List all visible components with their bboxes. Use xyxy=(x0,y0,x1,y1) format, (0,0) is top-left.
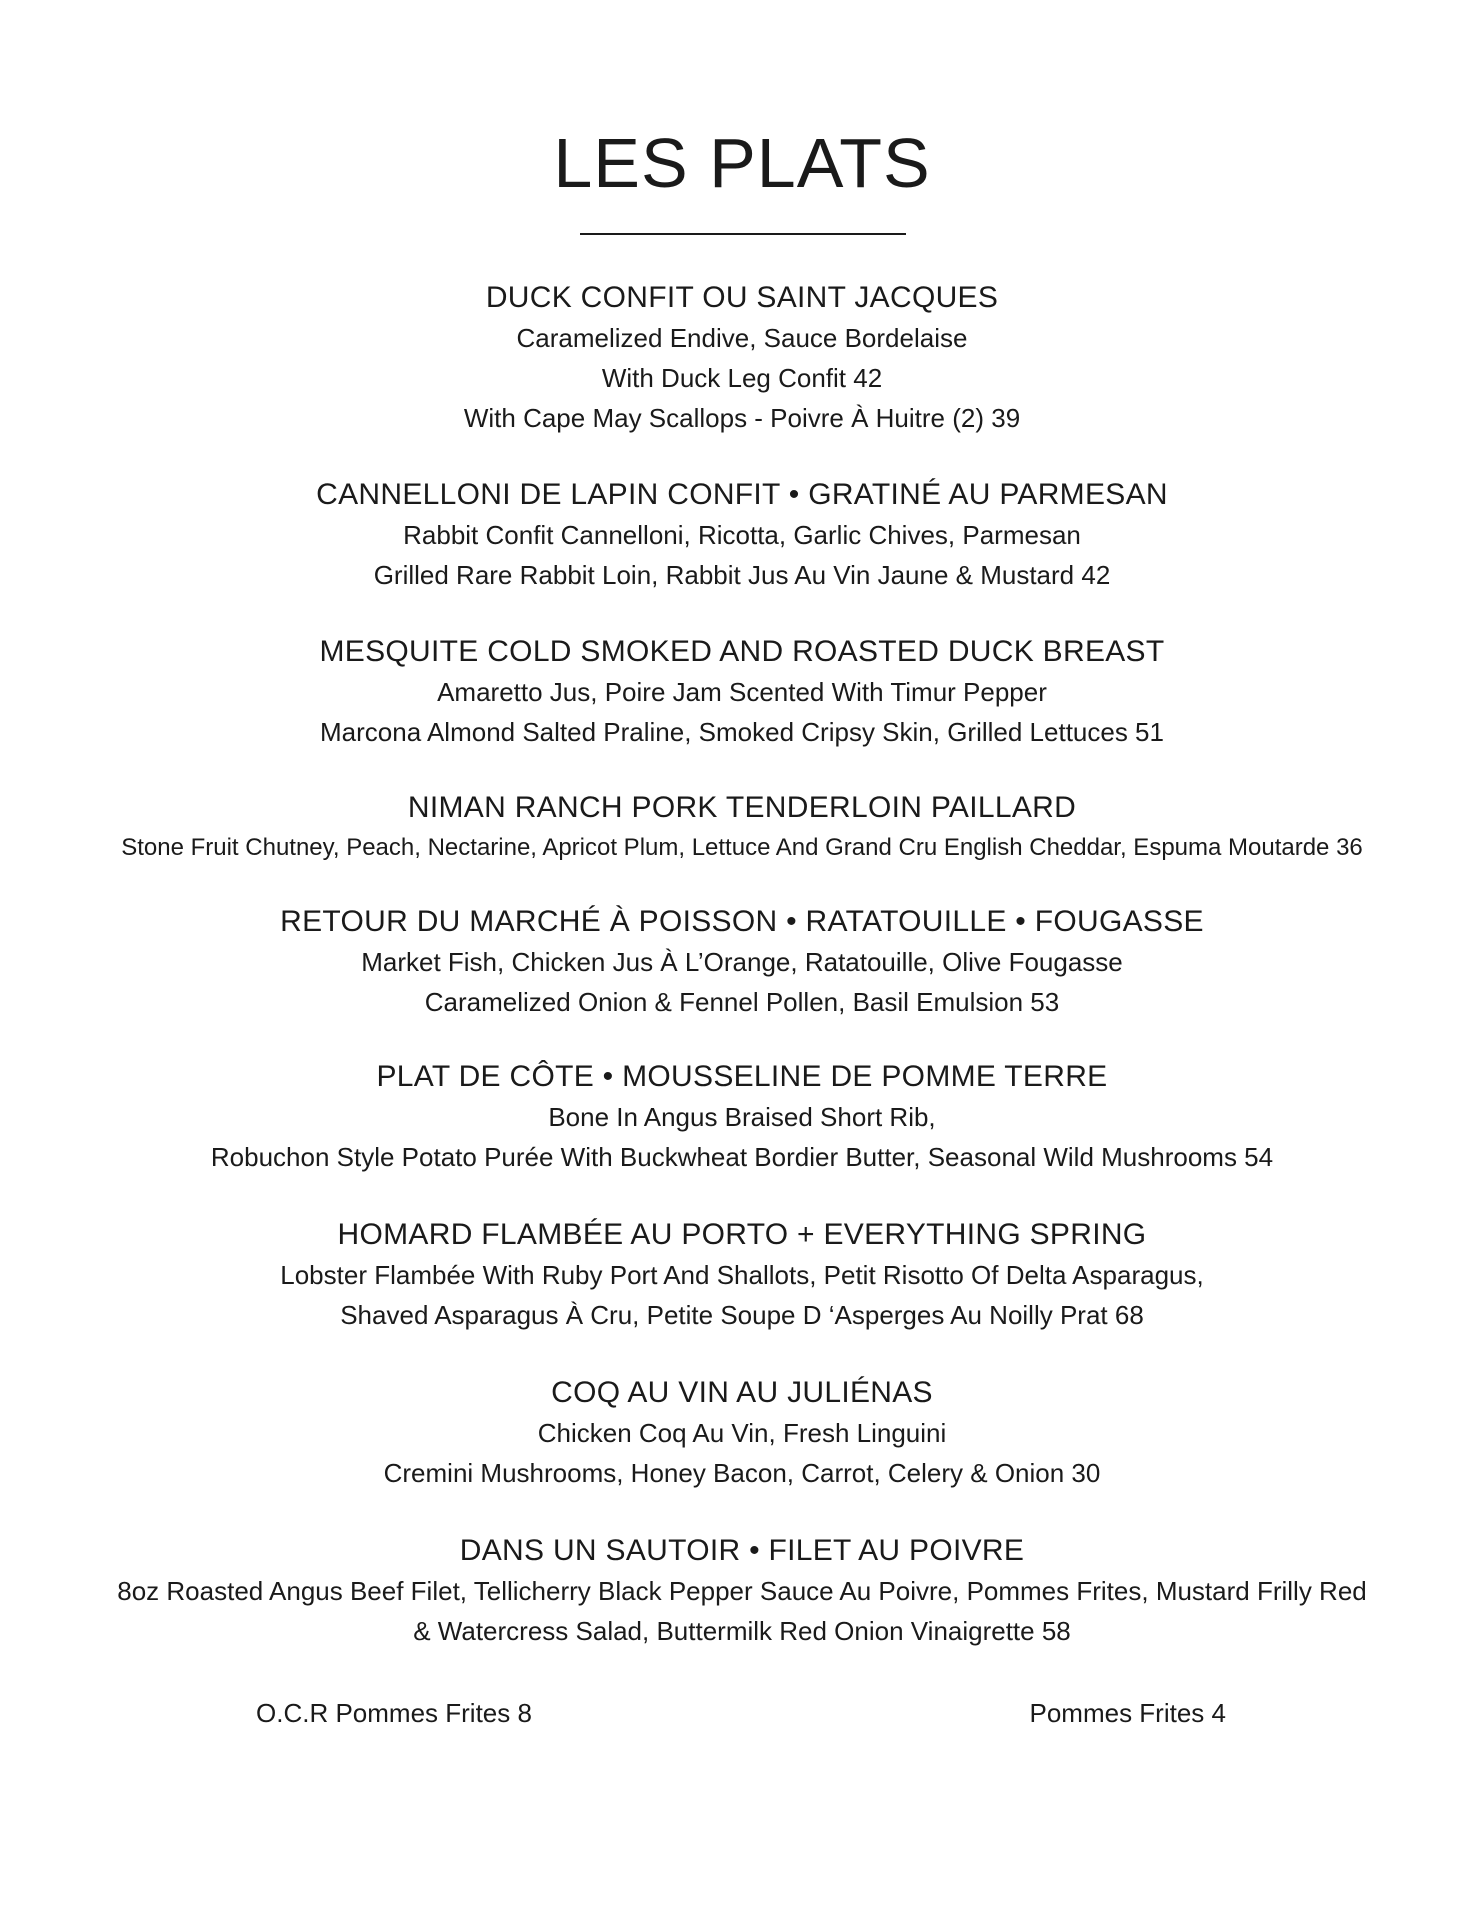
dish-description: Market Fish, Chicken Jus À L’Orange, Ratatouille, Olive Fougasse xyxy=(361,947,1123,977)
dish-description: Bone In Angus Braised Short Rib, xyxy=(548,1102,936,1132)
dish-name: MESQUITE COLD SMOKED AND ROASTED DUCK BREAST xyxy=(319,635,1165,668)
dish-filet-au-poivre xyxy=(40,1531,1444,1651)
dish-description: Amaretto Jus, Poire Jam Scented With Timur Pepper xyxy=(437,677,1047,707)
dish-description: Grilled Rare Rabbit Loin, Rabbit Jus Au Vin Jaune & Mustard 42 xyxy=(373,560,1111,590)
dish-name: NIMAN RANCH PORK TENDERLOIN PAILLARD xyxy=(407,791,1077,824)
dish-description: Stone Fruit Chutney, Peach, Nectarine, Apricot Plum, Lettuce And Grand Cru English Cheddar, Espuma Moutarde 36 xyxy=(121,834,1363,861)
dish-market-fish xyxy=(40,902,1444,1022)
page-title: LES PLATS xyxy=(553,124,931,202)
dish-coq-au-vin xyxy=(40,1373,1444,1493)
dish-description: Marcona Almond Salted Praline, Smoked Cripsy Skin, Grilled Lettuces 51 xyxy=(320,717,1164,747)
dish-description: Caramelized Endive, Sauce Bordelaise xyxy=(516,323,968,353)
dish-description: Caramelized Onion & Fennel Pollen, Basil Emulsion 53 xyxy=(424,987,1060,1017)
dish-duck-confit xyxy=(40,278,1444,438)
dish-pork-tenderloin xyxy=(40,788,1444,868)
dish-duck-breast xyxy=(40,632,1444,752)
dish-lobster xyxy=(40,1215,1444,1335)
dish-name: HOMARD FLAMBÉE AU PORTO + EVERYTHING SPRING xyxy=(337,1218,1147,1251)
dish-short-rib xyxy=(40,1057,1444,1177)
dish-name: DANS UN SAUTOIR • FILET AU POIVRE xyxy=(459,1534,1025,1567)
dish-description: Cremini Mushrooms, Honey Bacon, Carrot, Celery & Onion 30 xyxy=(383,1458,1101,1488)
dish-description: With Duck Leg Confit 42 xyxy=(601,363,883,393)
dish-description: With Cape May Scallops - Poivre À Huitre (2) 39 xyxy=(463,403,1021,433)
dish-description: Lobster Flambée With Ruby Port And Shallots, Petit Risotto Of Delta Asparagus, xyxy=(280,1260,1204,1290)
dish-name: DUCK CONFIT OU SAINT JACQUES xyxy=(485,281,999,314)
title-divider xyxy=(580,233,906,235)
dish-name: PLAT DE CÔTE • MOUSSELINE DE POMME TERRE xyxy=(376,1060,1108,1093)
dish-description: Rabbit Confit Cannelloni, Ricotta, Garlic Chives, Parmesan xyxy=(403,520,1081,550)
dish-cannelloni xyxy=(40,475,1444,595)
dish-description: Shaved Asparagus À Cru, Petite Soupe D ‘Asperges Au Noilly Prat 68 xyxy=(340,1300,1144,1330)
dish-name: CANNELLONI DE LAPIN CONFIT • GRATINÉ AU PARMESAN xyxy=(316,478,1168,511)
dish-name: RETOUR DU MARCHÉ À POISSON • RATATOUILLE • FOUGASSE xyxy=(280,905,1204,938)
side-pommes-frites: Pommes Frites 4 xyxy=(1029,1698,1226,1728)
dish-description: Chicken Coq Au Vin, Fresh Linguini xyxy=(537,1418,947,1448)
dish-description: & Watercress Salad, Buttermilk Red Onion Vinaigrette 58 xyxy=(413,1616,1071,1646)
dish-name: COQ AU VIN AU JULIÉNAS xyxy=(551,1376,933,1409)
dish-description: Robuchon Style Potato Purée With Buckwheat Bordier Butter, Seasonal Wild Mushrooms 54 xyxy=(210,1142,1274,1172)
side-ocr-pommes-frites: O.C.R Pommes Frites 8 xyxy=(256,1698,532,1728)
dish-description: 8oz Roasted Angus Beef Filet, Tellicherry Black Pepper Sauce Au Poivre, Pommes Frites, Mustard Frilly Red xyxy=(117,1576,1367,1606)
